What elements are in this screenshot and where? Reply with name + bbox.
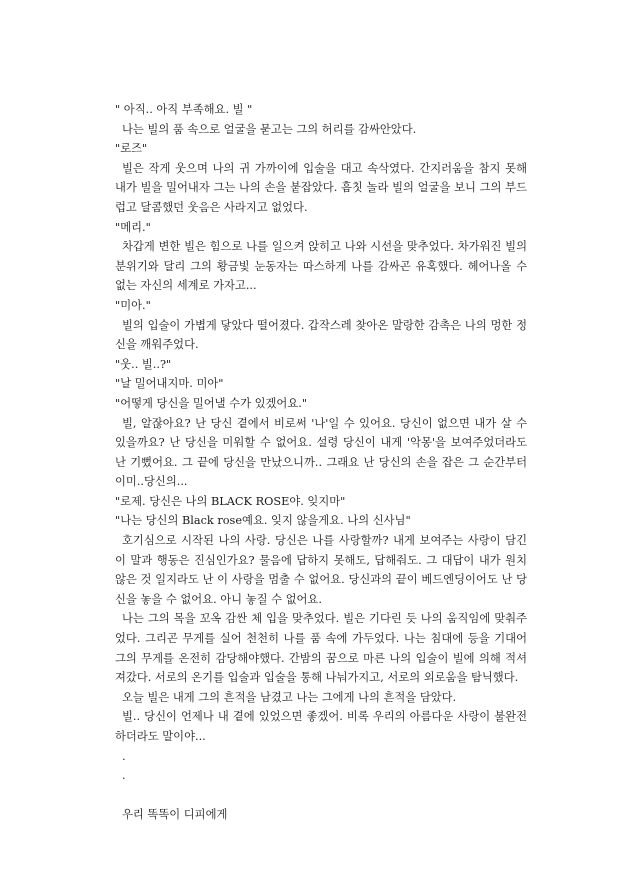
paragraph: 빌의 입술이 가볍게 닿았다 떨어졌다. 갑작스레 찾아온 말랑한 감촉은 나의 멍한 정신을 깨워주었다.: [115, 318, 527, 352]
paragraph: "미아.": [115, 298, 151, 312]
paragraph: 호기심으로 시작된 나의 사랑. 당신은 나를 사랑할까? 내게 보여주는 사랑이 담긴 이 말과 행동은 진심인가요? 물음에 답하지 못해도, 답해줘도. 그 대답이 내가 원치 않은 것 일지라도 난 이 사랑을 멈출 수 없어요. 당신과의 끝이 베드엔딩이어도 난 당신을 놓을 수 없어요. 아니 놓질 수 없어요.: [115, 534, 531, 606]
paragraph: 빌.. 당신이 언제나 내 곁에 있었으면 좋겠어. 비록 우리의 아름다운 사랑이 불완전하더라도 말이야...: [115, 710, 527, 743]
paragraph: " 아직.. 아직 부족해요. 빌 ": [115, 103, 253, 116]
paragraph: .: [122, 769, 126, 783]
paragraph: "메리.": [115, 220, 151, 234]
paragraph: 빌, 알잖아요? 난 당신 곁에서 비로써 '나'일 수 있어요. 당신이 없으면 내가 살 수 있을까요? 난 당신을 미워할 수 없어요. 설령 당신이 내게 '악몽'을 보여주었더라도 난 기뻤어요. 그 끝에 당신을 만났으니까.. 그래요 난 당신의 손을 잡은 그 순간부터 이미..당신의...: [115, 416, 531, 489]
paragraph: "로즈": [115, 142, 148, 156]
paragraph: "어떻게 당신을 밀어낼 수가 있겠어요.": [115, 396, 308, 410]
paragraph: 빌은 작게 웃으며 나의 귀 가까이에 입술을 대고 속삭였다. 간지러움을 참지 못해 내가 빌을 밀어내자 그는 나의 손을 붙잡았다. 흠칫 놀라 빌의 얼굴을 보니 그의 부드럽고 달콤했던 웃음은 사라지고 없었다.: [115, 161, 531, 214]
paragraph: .: [122, 749, 126, 763]
paragraph: "날 밀어내지마. 미아": [115, 377, 224, 391]
paragraph: "로제. 당신은 나의 BLACK ROSE야. 잊지마": [115, 494, 346, 508]
paragraph: 오늘 빌은 내게 그의 흔적을 남겼고 나는 그에게 나의 흔적을 담았다.: [122, 690, 457, 704]
paragraph: 나는 빌의 품 속으로 얼굴을 묻고는 그의 허리를 감싸안았다.: [122, 122, 417, 136]
paragraph: "웃.. 빌..?": [115, 357, 172, 371]
document-text-body: [115, 100, 531, 825]
paragraph: 나는 그의 목을 꼬옥 감싼 체 입을 맞추었다. 빌은 기다린 듯 나의 움직임에 맞춰주었다. 그리곤 무게를 실어 천천히 나를 품 속에 가두었다. 나는 침대에 등을 기대어 그의 무게를 온전히 감당해야했다. 간밤의 꿈으로 마른 나의 입술이 빌에 의해 적셔져갔다. 서로의 온기를 입술과 입술을 통해 나눠가지고, 서로의 외로움을 탐닉했다.: [115, 612, 531, 685]
paragraph: 우리 똑똑이 디피에게: [122, 808, 228, 822]
blank-line: [115, 786, 527, 806]
paragraph: 차갑게 변한 빌은 힘으로 나를 일으켜 앉히고 나와 시선을 맞추었다. 차가워진 빌의 분위기와 달리 그의 황금빛 눈동자는 따스하게 나를 감싸곤 유혹했다. 헤어나올 수 없는 자신의 세계로 가자고...: [115, 240, 531, 293]
paragraph: "나는 당신의 Black rose예요. 잊지 않을게요. 나의 신사님": [115, 514, 411, 528]
